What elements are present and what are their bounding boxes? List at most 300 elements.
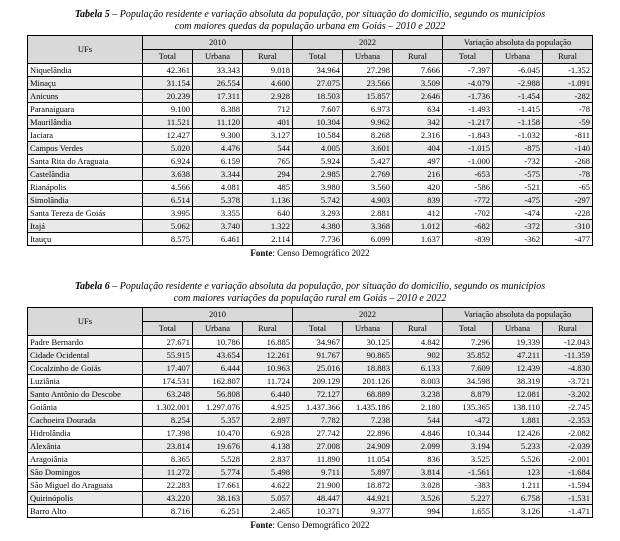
value-cell: 3.525 (443, 453, 493, 466)
table6-subheader-rural: Rural (543, 322, 593, 336)
table-row (27, 505, 592, 518)
value-cell: -682 (443, 220, 493, 233)
value-cell: 8.388 (192, 103, 242, 116)
value-cell: 21.900 (292, 479, 342, 492)
value-cell: -472 (443, 414, 493, 427)
value-cell: -1.158 (493, 116, 543, 129)
value-cell: 3.995 (142, 207, 192, 220)
table6-subheader-urbana: Urbana (493, 322, 543, 336)
municipality-name: Hidrolândia (27, 427, 142, 440)
table6-header-group-variacao: Variação absoluta da população (443, 308, 593, 322)
municipality-name: Anicuns (27, 90, 142, 103)
table5-subheader-urbana: Urbana (192, 50, 242, 64)
municipality-name: Campos Verdes (27, 142, 142, 155)
value-cell: 3.509 (392, 77, 442, 90)
table-row (27, 155, 592, 168)
municipality-name: Luziânia (27, 375, 142, 388)
value-cell: -1.471 (543, 505, 593, 518)
table6-subheader-urbana: Urbana (192, 322, 242, 336)
value-cell: 6.758 (493, 492, 543, 505)
table6-subheader-total: Total (292, 322, 342, 336)
value-cell: -1.454 (493, 90, 543, 103)
value-cell: 17.311 (192, 90, 242, 103)
value-cell: 8.365 (142, 453, 192, 466)
value-cell: 544 (242, 142, 292, 155)
value-cell: -78 (543, 103, 593, 116)
municipality-name: Cidade Ocidental (27, 349, 142, 362)
value-cell: 30.125 (342, 336, 392, 349)
value-cell: 10.344 (443, 427, 493, 440)
table-row (27, 129, 592, 142)
value-cell: -772 (443, 194, 493, 207)
table-row (27, 207, 592, 220)
value-cell: 8.268 (342, 129, 392, 142)
table6-subheader-total: Total (443, 322, 493, 336)
value-cell: 2.465 (242, 505, 292, 518)
value-cell: 6.461 (192, 233, 242, 246)
value-cell: 4.380 (292, 220, 342, 233)
table6-source (0, 520, 620, 531)
value-cell: -575 (493, 168, 543, 181)
value-cell: 4.622 (242, 479, 292, 492)
value-cell: 2.837 (242, 453, 292, 466)
table6-header-group-2010: 2010 (142, 308, 292, 322)
value-cell: 5.227 (443, 492, 493, 505)
value-cell: 497 (392, 155, 442, 168)
table-row (27, 401, 592, 414)
value-cell: -875 (493, 142, 543, 155)
value-cell: 11.272 (142, 466, 192, 479)
value-cell: -4.830 (543, 362, 593, 375)
table5-title-line2: com maiores quedas da população urbana em Goiás – 2010 e 2022 (174, 20, 446, 32)
value-cell: -732 (493, 155, 543, 168)
value-cell: 91.767 (292, 349, 342, 362)
value-cell: -59 (543, 116, 593, 129)
value-cell: 3.344 (192, 168, 242, 181)
value-cell: -1.032 (493, 129, 543, 142)
value-cell: 2.881 (342, 207, 392, 220)
value-cell: 12.439 (493, 362, 543, 375)
value-cell: 2.646 (392, 90, 442, 103)
value-cell: 3.194 (443, 440, 493, 453)
value-cell: 48.447 (292, 492, 342, 505)
table-row (27, 233, 592, 246)
value-cell: 6.924 (142, 155, 192, 168)
value-cell: -310 (543, 220, 593, 233)
table-row (27, 388, 592, 401)
value-cell: -11.359 (543, 349, 593, 362)
municipality-name: Santa Tereza de Goiás (27, 207, 142, 220)
value-cell: 10.470 (192, 427, 242, 440)
value-cell: 7.609 (443, 362, 493, 375)
value-cell: 7.666 (392, 64, 442, 77)
table-row (27, 220, 592, 233)
table6-subheader-total: Total (142, 322, 192, 336)
value-cell: 836 (392, 453, 442, 466)
table6-header-ufs: UFs (27, 308, 142, 336)
table6-source-text: : Censo Demográfico 2022 (272, 520, 370, 530)
value-cell: 1.136 (242, 194, 292, 207)
municipality-name: Padre Bernardo (27, 336, 142, 349)
value-cell: -1.843 (443, 129, 493, 142)
value-cell: 8.716 (142, 505, 192, 518)
value-cell: -653 (443, 168, 493, 181)
table6-subheader-rural: Rural (392, 322, 442, 336)
value-cell: -78 (543, 168, 593, 181)
value-cell: 10.584 (292, 129, 342, 142)
value-cell: -1.000 (443, 155, 493, 168)
value-cell: 4.566 (142, 181, 192, 194)
municipality-name: Itauçu (27, 233, 142, 246)
value-cell: 5.233 (493, 440, 543, 453)
value-cell: 55.915 (142, 349, 192, 362)
municipality-name: Itajá (27, 220, 142, 233)
value-cell: 6.514 (142, 194, 192, 207)
table-row (27, 116, 592, 129)
value-cell: -2.082 (543, 427, 593, 440)
value-cell: 135.365 (443, 401, 493, 414)
value-cell: 5.742 (292, 194, 342, 207)
value-cell: 72.127 (292, 388, 342, 401)
value-cell: 5.498 (242, 466, 292, 479)
value-cell: -282 (543, 90, 593, 103)
value-cell: -521 (493, 181, 543, 194)
value-cell: 38.319 (493, 375, 543, 388)
table5-subheader-total: Total (443, 50, 493, 64)
municipality-name: Quirinópolis (27, 492, 142, 505)
table-row (27, 362, 592, 375)
value-cell: 23.566 (342, 77, 392, 90)
table6-title-line2: com maiores variações da população rural em Goiás – 2010 e 2022 (173, 292, 447, 304)
table5-subheader-rural: Rural (242, 50, 292, 64)
value-cell: 27.742 (292, 427, 342, 440)
value-cell: 11.724 (242, 375, 292, 388)
value-cell: 3.526 (392, 492, 442, 505)
value-cell: 63.248 (142, 388, 192, 401)
value-cell: 3.638 (142, 168, 192, 181)
value-cell: 7.607 (292, 103, 342, 116)
value-cell: 162.807 (192, 375, 242, 388)
value-cell: 17.661 (192, 479, 242, 492)
value-cell: 6.973 (342, 103, 392, 116)
value-cell: 4.005 (292, 142, 342, 155)
municipality-name: São Domingos (27, 466, 142, 479)
table5-source (0, 248, 620, 259)
value-cell: 5.528 (192, 453, 242, 466)
value-cell: -268 (543, 155, 593, 168)
value-cell: 634 (392, 103, 442, 116)
table6-header-group-2022: 2022 (292, 308, 442, 322)
value-cell: 3.560 (342, 181, 392, 194)
value-cell: 56.808 (192, 388, 242, 401)
table6-title (24, 281, 596, 304)
table-row (27, 103, 592, 116)
municipality-name: Aragoiânia (27, 453, 142, 466)
value-cell: -2.001 (543, 453, 593, 466)
value-cell: 3.368 (342, 220, 392, 233)
value-cell: 1.302.001 (142, 401, 192, 414)
table-row (27, 168, 592, 181)
value-cell: 839 (392, 194, 442, 207)
value-cell: 4.903 (342, 194, 392, 207)
value-cell: 5.774 (192, 466, 242, 479)
value-cell: -140 (543, 142, 593, 155)
value-cell: 9.300 (192, 129, 242, 142)
value-cell: -475 (493, 194, 543, 207)
value-cell: 3.740 (192, 220, 242, 233)
value-cell: 3.980 (292, 181, 342, 194)
value-cell: 5.427 (342, 155, 392, 168)
value-cell: 10.304 (292, 116, 342, 129)
table5-title-line1: – População residente e variação absoluta da população, por situação do domicílio, segundo os municípios (109, 9, 546, 20)
value-cell: 12.426 (493, 427, 543, 440)
value-cell: 23.814 (142, 440, 192, 453)
value-cell: -474 (493, 207, 543, 220)
value-cell: -2.988 (493, 77, 543, 90)
value-cell: 8.003 (392, 375, 442, 388)
value-cell: 7.736 (292, 233, 342, 246)
value-cell: 4.842 (392, 336, 442, 349)
value-cell: 1.322 (242, 220, 292, 233)
table-row (27, 375, 592, 388)
value-cell: 33.343 (192, 64, 242, 77)
value-cell: 42.361 (142, 64, 192, 77)
value-cell: 24.909 (342, 440, 392, 453)
value-cell: 123 (493, 466, 543, 479)
value-cell: 2.180 (392, 401, 442, 414)
value-cell: -702 (443, 207, 493, 220)
value-cell: 2.316 (392, 129, 442, 142)
value-cell: -383 (443, 479, 493, 492)
table5-subheader-total: Total (292, 50, 342, 64)
value-cell: -586 (443, 181, 493, 194)
value-cell: 10.963 (242, 362, 292, 375)
value-cell: -2.745 (543, 401, 593, 414)
value-cell: 201.126 (342, 375, 392, 388)
value-cell: 18.872 (342, 479, 392, 492)
value-cell: 3.814 (392, 466, 442, 479)
value-cell: 22.896 (342, 427, 392, 440)
value-cell: 4.846 (392, 427, 442, 440)
value-cell: 5.897 (342, 466, 392, 479)
table-row (27, 194, 592, 207)
table6-subheader-urbana: Urbana (342, 322, 392, 336)
municipality-name: Cocalzinho de Goiás (27, 362, 142, 375)
table5-header-group-2010: 2010 (142, 36, 292, 50)
value-cell: 420 (392, 181, 442, 194)
value-cell: -1.493 (443, 103, 493, 116)
value-cell: 209.129 (292, 375, 342, 388)
value-cell: 7.782 (292, 414, 342, 427)
municipality-name: Maurilândia (27, 116, 142, 129)
value-cell: 3.238 (392, 388, 442, 401)
value-cell: 9.377 (342, 505, 392, 518)
table6-title-number: Tabela 6 (74, 281, 110, 292)
value-cell: -1.531 (543, 492, 593, 505)
value-cell: 1.012 (392, 220, 442, 233)
value-cell: 9.962 (342, 116, 392, 129)
table6-title-line1: – População residente e variação absoluta da população, por situação do domicílio, segundo os municípios (109, 281, 546, 292)
value-cell: 5.062 (142, 220, 192, 233)
value-cell: 18.503 (292, 90, 342, 103)
value-cell: 3.126 (493, 505, 543, 518)
value-cell: 34.967 (292, 336, 342, 349)
value-cell: -12.043 (543, 336, 593, 349)
value-cell: -1.561 (443, 466, 493, 479)
value-cell: -1.352 (543, 64, 593, 77)
value-cell: 16.885 (242, 336, 292, 349)
value-cell: 15.857 (342, 90, 392, 103)
table6-population (27, 307, 593, 518)
value-cell: 3.355 (192, 207, 242, 220)
table5-population (27, 35, 593, 246)
value-cell: -477 (543, 233, 593, 246)
municipality-name: Niquelândia (27, 64, 142, 77)
table5-source-label: Fonte (250, 248, 273, 258)
value-cell: 5.020 (142, 142, 192, 155)
value-cell: -4.079 (443, 77, 493, 90)
value-cell: 38.163 (192, 492, 242, 505)
value-cell: -6.045 (493, 64, 543, 77)
value-cell: 10.786 (192, 336, 242, 349)
table5-subheader-rural: Rural (543, 50, 593, 64)
value-cell: 2.769 (342, 168, 392, 181)
value-cell: 27.075 (292, 77, 342, 90)
municipality-name: Simolândia (27, 194, 142, 207)
value-cell: -3.202 (543, 388, 593, 401)
municipality-name: Minaçu (27, 77, 142, 90)
municipality-name: Cachoeira Dourada (27, 414, 142, 427)
value-cell: -1.736 (443, 90, 493, 103)
value-cell: 2.928 (242, 90, 292, 103)
value-cell: 3.127 (242, 129, 292, 142)
value-cell: 68.889 (342, 388, 392, 401)
value-cell: -1.091 (543, 77, 593, 90)
value-cell: 19.676 (192, 440, 242, 453)
table5-header (27, 36, 592, 64)
value-cell: -362 (493, 233, 543, 246)
table5-title-number: Tabela 5 (74, 9, 110, 20)
value-cell: 34.598 (443, 375, 493, 388)
value-cell: 8.879 (443, 388, 493, 401)
table-row (27, 466, 592, 479)
table5-subheader-total: Total (142, 50, 192, 64)
value-cell: 3.601 (342, 142, 392, 155)
value-cell: -1.415 (493, 103, 543, 116)
value-cell: 6.159 (192, 155, 242, 168)
value-cell: 544 (392, 414, 442, 427)
value-cell: 5.057 (242, 492, 292, 505)
table-row (27, 64, 592, 77)
value-cell: 27.008 (292, 440, 342, 453)
value-cell: 3.293 (292, 207, 342, 220)
table-row (27, 336, 592, 349)
value-cell: 4.138 (242, 440, 292, 453)
value-cell: 12.427 (142, 129, 192, 142)
value-cell: 5.357 (192, 414, 242, 427)
table5-subheader-rural: Rural (392, 50, 442, 64)
value-cell: 1.655 (443, 505, 493, 518)
table6-header (27, 308, 592, 336)
municipality-name: Castelândia (27, 168, 142, 181)
value-cell: 6.133 (392, 362, 442, 375)
value-cell: -1.015 (443, 142, 493, 155)
table5-title (24, 9, 596, 32)
municipality-name: Santa Rita do Araguaia (27, 155, 142, 168)
table5-body (27, 64, 592, 246)
value-cell: 8.254 (142, 414, 192, 427)
value-cell: 22.283 (142, 479, 192, 492)
table-row (27, 492, 592, 505)
table5-header-group-variacao: Variação absoluta da população (443, 36, 593, 50)
table-row (27, 349, 592, 362)
value-cell: 9.018 (242, 64, 292, 77)
value-cell: 1.435.186 (342, 401, 392, 414)
value-cell: 27.298 (342, 64, 392, 77)
value-cell: 4.081 (192, 181, 242, 194)
value-cell: -65 (543, 181, 593, 194)
municipality-name: São Miguel do Araguaia (27, 479, 142, 492)
table-row (27, 142, 592, 155)
table-row (27, 414, 592, 427)
value-cell: 9.711 (292, 466, 342, 479)
table-row (27, 479, 592, 492)
table-row (27, 77, 592, 90)
value-cell: -2.039 (543, 440, 593, 453)
value-cell: 25.016 (292, 362, 342, 375)
value-cell: 31.154 (142, 77, 192, 90)
value-cell: -7.397 (443, 64, 493, 77)
municipality-name: Iaciara (27, 129, 142, 142)
value-cell: 9.100 (142, 103, 192, 116)
table-row (27, 181, 592, 194)
value-cell: 6.099 (342, 233, 392, 246)
value-cell: 6.251 (192, 505, 242, 518)
value-cell: 1.211 (493, 479, 543, 492)
value-cell: -1.594 (543, 479, 593, 492)
value-cell: 5.378 (192, 194, 242, 207)
table5-source-text: : Censo Demográfico 2022 (272, 248, 370, 258)
value-cell: 5.924 (292, 155, 342, 168)
table-row (27, 440, 592, 453)
value-cell: -228 (543, 207, 593, 220)
table6-subheader-rural: Rural (242, 322, 292, 336)
value-cell: 412 (392, 207, 442, 220)
table6-body (27, 336, 592, 518)
value-cell: 401 (242, 116, 292, 129)
value-cell: 712 (242, 103, 292, 116)
value-cell: 216 (392, 168, 442, 181)
value-cell: 2.114 (242, 233, 292, 246)
value-cell: 27.671 (142, 336, 192, 349)
value-cell: 11.890 (292, 453, 342, 466)
municipality-name: Alexânia (27, 440, 142, 453)
table-row (27, 453, 592, 466)
table-row (27, 90, 592, 103)
value-cell: 1.637 (392, 233, 442, 246)
value-cell: 765 (242, 155, 292, 168)
value-cell: 4.476 (192, 142, 242, 155)
value-cell: -839 (443, 233, 493, 246)
value-cell: 7.238 (342, 414, 392, 427)
value-cell: 6.440 (242, 388, 292, 401)
value-cell: 17.398 (142, 427, 192, 440)
value-cell: 43.220 (142, 492, 192, 505)
value-cell: 7.296 (443, 336, 493, 349)
value-cell: 12.261 (242, 349, 292, 362)
value-cell: 994 (392, 505, 442, 518)
value-cell: 26.554 (192, 77, 242, 90)
